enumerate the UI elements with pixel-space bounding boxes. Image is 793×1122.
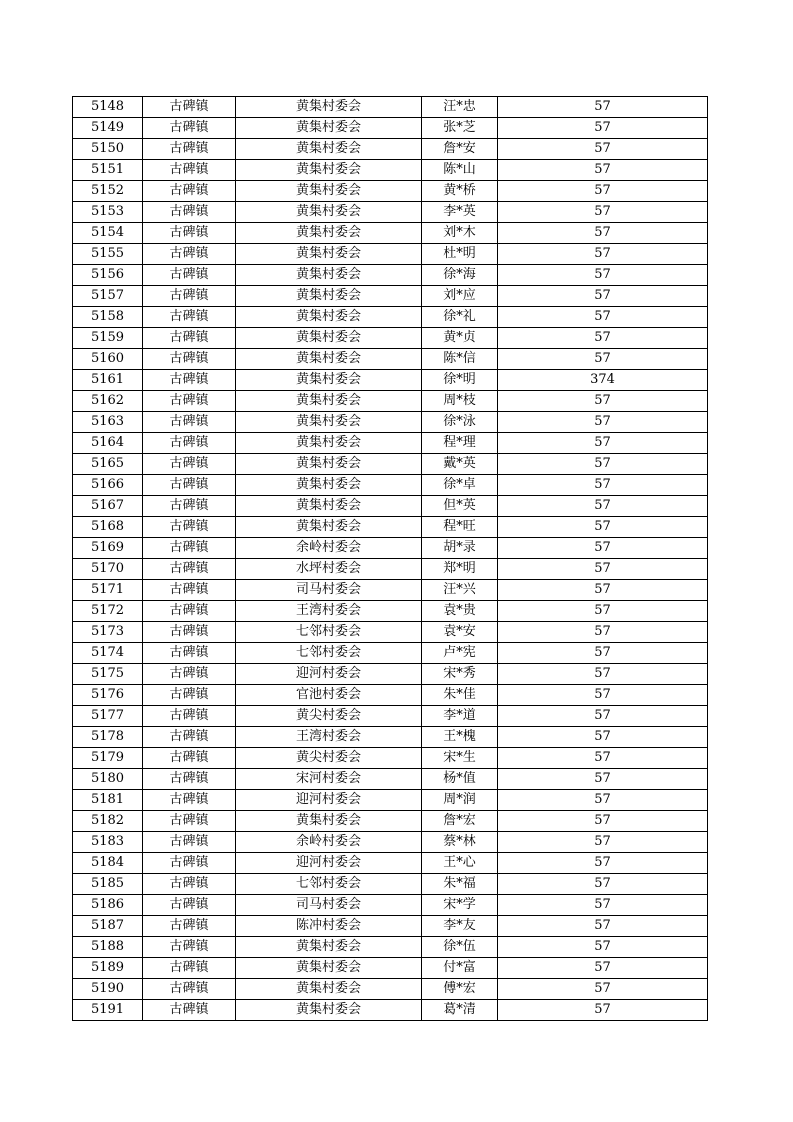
cell-town: 古碑镇 <box>143 706 236 727</box>
cell-town: 古碑镇 <box>143 538 236 559</box>
cell-town: 古碑镇 <box>143 307 236 328</box>
cell-serial-number: 5158 <box>73 307 143 328</box>
cell-serial-number: 5173 <box>73 622 143 643</box>
cell-town: 古碑镇 <box>143 370 236 391</box>
cell-amount: 57 <box>498 895 708 916</box>
cell-person-name: 詹*安 <box>422 139 498 160</box>
cell-person-name: 傅*宏 <box>422 979 498 1000</box>
table-row <box>73 811 708 832</box>
cell-village-committee: 宋河村委会 <box>236 769 422 790</box>
cell-town: 古碑镇 <box>143 496 236 517</box>
table-row <box>73 916 708 937</box>
cell-person-name: 李*友 <box>422 916 498 937</box>
cell-amount: 57 <box>498 328 708 349</box>
table-row <box>73 685 708 706</box>
cell-village-committee: 官池村委会 <box>236 685 422 706</box>
table-row <box>73 601 708 622</box>
cell-village-committee: 黄集村委会 <box>236 244 422 265</box>
cell-town: 古碑镇 <box>143 622 236 643</box>
cell-person-name: 袁*贵 <box>422 601 498 622</box>
cell-serial-number: 5161 <box>73 370 143 391</box>
cell-village-committee: 黄集村委会 <box>236 937 422 958</box>
cell-serial-number: 5169 <box>73 538 143 559</box>
cell-amount: 57 <box>498 958 708 979</box>
cell-amount: 57 <box>498 223 708 244</box>
cell-serial-number: 5153 <box>73 202 143 223</box>
cell-village-committee: 司马村委会 <box>236 895 422 916</box>
cell-serial-number: 5190 <box>73 979 143 1000</box>
table-row <box>73 664 708 685</box>
cell-serial-number: 5159 <box>73 328 143 349</box>
cell-person-name: 王*槐 <box>422 727 498 748</box>
cell-amount: 57 <box>498 706 708 727</box>
cell-serial-number: 5182 <box>73 811 143 832</box>
cell-amount: 57 <box>498 538 708 559</box>
cell-amount: 57 <box>498 874 708 895</box>
table-row <box>73 307 708 328</box>
cell-serial-number: 5174 <box>73 643 143 664</box>
cell-amount: 57 <box>498 832 708 853</box>
cell-village-committee: 黄集村委会 <box>236 97 422 118</box>
cell-serial-number: 5186 <box>73 895 143 916</box>
table-row <box>73 181 708 202</box>
table-row <box>73 895 708 916</box>
cell-town: 古碑镇 <box>143 811 236 832</box>
cell-village-committee: 司马村委会 <box>236 580 422 601</box>
cell-person-name: 徐*礼 <box>422 307 498 328</box>
cell-town: 古碑镇 <box>143 601 236 622</box>
table-row <box>73 832 708 853</box>
cell-town: 古碑镇 <box>143 454 236 475</box>
cell-town: 古碑镇 <box>143 139 236 160</box>
table-row <box>73 391 708 412</box>
table-row <box>73 790 708 811</box>
cell-village-committee: 余岭村委会 <box>236 538 422 559</box>
cell-amount: 57 <box>498 979 708 1000</box>
cell-amount: 57 <box>498 202 708 223</box>
cell-person-name: 胡*录 <box>422 538 498 559</box>
cell-town: 古碑镇 <box>143 181 236 202</box>
cell-town: 古碑镇 <box>143 685 236 706</box>
cell-person-name: 李*英 <box>422 202 498 223</box>
cell-village-committee: 黄集村委会 <box>236 118 422 139</box>
cell-town: 古碑镇 <box>143 853 236 874</box>
cell-amount: 57 <box>498 349 708 370</box>
cell-serial-number: 5160 <box>73 349 143 370</box>
cell-person-name: 葛*清 <box>422 1000 498 1021</box>
table-row <box>73 433 708 454</box>
cell-town: 古碑镇 <box>143 328 236 349</box>
cell-person-name: 刘*木 <box>422 223 498 244</box>
cell-person-name: 徐*海 <box>422 265 498 286</box>
table-row <box>73 475 708 496</box>
table-row <box>73 265 708 286</box>
table-row <box>73 454 708 475</box>
cell-serial-number: 5170 <box>73 559 143 580</box>
cell-village-committee: 黄集村委会 <box>236 958 422 979</box>
cell-amount: 57 <box>498 853 708 874</box>
cell-person-name: 郑*明 <box>422 559 498 580</box>
cell-person-name: 詹*宏 <box>422 811 498 832</box>
table-row <box>73 202 708 223</box>
cell-village-committee: 迎河村委会 <box>236 790 422 811</box>
cell-village-committee: 黄集村委会 <box>236 307 422 328</box>
table-row <box>73 874 708 895</box>
cell-village-committee: 七邻村委会 <box>236 622 422 643</box>
cell-town: 古碑镇 <box>143 727 236 748</box>
table-row <box>73 328 708 349</box>
cell-town: 古碑镇 <box>143 580 236 601</box>
cell-village-committee: 黄集村委会 <box>236 160 422 181</box>
cell-serial-number: 5177 <box>73 706 143 727</box>
cell-amount: 57 <box>498 643 708 664</box>
cell-person-name: 周*枝 <box>422 391 498 412</box>
cell-serial-number: 5184 <box>73 853 143 874</box>
cell-town: 古碑镇 <box>143 118 236 139</box>
cell-village-committee: 七邻村委会 <box>236 643 422 664</box>
table-row <box>73 223 708 244</box>
cell-amount: 57 <box>498 517 708 538</box>
cell-amount: 57 <box>498 748 708 769</box>
cell-serial-number: 5180 <box>73 769 143 790</box>
cell-serial-number: 5175 <box>73 664 143 685</box>
cell-serial-number: 5183 <box>73 832 143 853</box>
cell-serial-number: 5176 <box>73 685 143 706</box>
cell-village-committee: 黄集村委会 <box>236 349 422 370</box>
cell-amount: 57 <box>498 475 708 496</box>
cell-amount: 57 <box>498 622 708 643</box>
cell-serial-number: 5188 <box>73 937 143 958</box>
cell-person-name: 黄*贞 <box>422 328 498 349</box>
cell-serial-number: 5191 <box>73 1000 143 1021</box>
cell-person-name: 周*润 <box>422 790 498 811</box>
table-row <box>73 727 708 748</box>
table-row <box>73 496 708 517</box>
cell-village-committee: 黄集村委会 <box>236 265 422 286</box>
cell-person-name: 卢*宪 <box>422 643 498 664</box>
cell-person-name: 李*道 <box>422 706 498 727</box>
table-row <box>73 139 708 160</box>
cell-village-committee: 黄集村委会 <box>236 979 422 1000</box>
cell-village-committee: 黄集村委会 <box>236 181 422 202</box>
cell-person-name: 徐*明 <box>422 370 498 391</box>
cell-serial-number: 5149 <box>73 118 143 139</box>
cell-village-committee: 水坪村委会 <box>236 559 422 580</box>
cell-town: 古碑镇 <box>143 874 236 895</box>
cell-serial-number: 5187 <box>73 916 143 937</box>
cell-serial-number: 5181 <box>73 790 143 811</box>
cell-village-committee: 七邻村委会 <box>236 874 422 895</box>
cell-serial-number: 5157 <box>73 286 143 307</box>
cell-person-name: 徐*泳 <box>422 412 498 433</box>
cell-serial-number: 5168 <box>73 517 143 538</box>
cell-town: 古碑镇 <box>143 286 236 307</box>
cell-village-committee: 黄集村委会 <box>236 475 422 496</box>
cell-town: 古碑镇 <box>143 475 236 496</box>
cell-person-name: 付*富 <box>422 958 498 979</box>
cell-village-committee: 黄集村委会 <box>236 433 422 454</box>
table-row <box>73 412 708 433</box>
cell-town: 古碑镇 <box>143 895 236 916</box>
cell-town: 古碑镇 <box>143 349 236 370</box>
table-row <box>73 1000 708 1021</box>
table-row <box>73 748 708 769</box>
cell-village-committee: 黄集村委会 <box>236 202 422 223</box>
cell-village-committee: 余岭村委会 <box>236 832 422 853</box>
cell-amount: 57 <box>498 916 708 937</box>
cell-person-name: 王*心 <box>422 853 498 874</box>
cell-serial-number: 5156 <box>73 265 143 286</box>
cell-village-committee: 迎河村委会 <box>236 664 422 685</box>
cell-town: 古碑镇 <box>143 916 236 937</box>
cell-person-name: 宋*学 <box>422 895 498 916</box>
table-row <box>73 538 708 559</box>
cell-serial-number: 5172 <box>73 601 143 622</box>
cell-person-name: 戴*英 <box>422 454 498 475</box>
cell-person-name: 张*芝 <box>422 118 498 139</box>
cell-amount: 57 <box>498 307 708 328</box>
cell-amount: 57 <box>498 286 708 307</box>
cell-serial-number: 5171 <box>73 580 143 601</box>
table-row <box>73 979 708 1000</box>
table-row <box>73 958 708 979</box>
cell-person-name: 宋*生 <box>422 748 498 769</box>
cell-serial-number: 5165 <box>73 454 143 475</box>
cell-village-committee: 黄集村委会 <box>236 412 422 433</box>
cell-amount: 57 <box>498 244 708 265</box>
cell-amount: 57 <box>498 937 708 958</box>
cell-amount: 57 <box>498 454 708 475</box>
cell-town: 古碑镇 <box>143 979 236 1000</box>
cell-person-name: 汪*兴 <box>422 580 498 601</box>
cell-person-name: 宋*秀 <box>422 664 498 685</box>
table-row <box>73 580 708 601</box>
table-row <box>73 286 708 307</box>
cell-person-name: 程*旺 <box>422 517 498 538</box>
cell-person-name: 杨*值 <box>422 769 498 790</box>
cell-town: 古碑镇 <box>143 790 236 811</box>
cell-village-committee: 黄集村委会 <box>236 1000 422 1021</box>
table-row <box>73 937 708 958</box>
cell-town: 古碑镇 <box>143 517 236 538</box>
table-body <box>73 97 708 1021</box>
cell-serial-number: 5152 <box>73 181 143 202</box>
table-row <box>73 706 708 727</box>
cell-village-committee: 黄集村委会 <box>236 811 422 832</box>
cell-serial-number: 5163 <box>73 412 143 433</box>
cell-person-name: 刘*应 <box>422 286 498 307</box>
cell-amount: 57 <box>498 1000 708 1021</box>
cell-serial-number: 5150 <box>73 139 143 160</box>
cell-serial-number: 5162 <box>73 391 143 412</box>
cell-person-name: 程*理 <box>422 433 498 454</box>
cell-person-name: 陈*信 <box>422 349 498 370</box>
cell-amount: 57 <box>498 664 708 685</box>
cell-town: 古碑镇 <box>143 832 236 853</box>
cell-village-committee: 黄集村委会 <box>236 328 422 349</box>
cell-person-name: 但*英 <box>422 496 498 517</box>
cell-town: 古碑镇 <box>143 160 236 181</box>
cell-village-committee: 王湾村委会 <box>236 727 422 748</box>
cell-serial-number: 5154 <box>73 223 143 244</box>
cell-person-name: 徐*卓 <box>422 475 498 496</box>
cell-amount: 57 <box>498 433 708 454</box>
cell-town: 古碑镇 <box>143 265 236 286</box>
cell-amount: 57 <box>498 559 708 580</box>
cell-village-committee: 王湾村委会 <box>236 601 422 622</box>
cell-person-name: 黄*桥 <box>422 181 498 202</box>
cell-amount: 57 <box>498 811 708 832</box>
cell-village-committee: 黄集村委会 <box>236 454 422 475</box>
table-row <box>73 349 708 370</box>
cell-serial-number: 5148 <box>73 97 143 118</box>
cell-amount: 57 <box>498 391 708 412</box>
cell-town: 古碑镇 <box>143 1000 236 1021</box>
cell-person-name: 徐*伍 <box>422 937 498 958</box>
cell-person-name: 朱*佳 <box>422 685 498 706</box>
cell-amount: 57 <box>498 118 708 139</box>
cell-town: 古碑镇 <box>143 769 236 790</box>
cell-person-name: 汪*忠 <box>422 97 498 118</box>
cell-serial-number: 5164 <box>73 433 143 454</box>
cell-village-committee: 黄尖村委会 <box>236 706 422 727</box>
cell-town: 古碑镇 <box>143 748 236 769</box>
table-row <box>73 244 708 265</box>
table-row <box>73 370 708 391</box>
cell-person-name: 袁*安 <box>422 622 498 643</box>
cell-person-name: 蔡*林 <box>422 832 498 853</box>
table-row <box>73 643 708 664</box>
cell-serial-number: 5185 <box>73 874 143 895</box>
table-row <box>73 160 708 181</box>
cell-village-committee: 黄集村委会 <box>236 517 422 538</box>
cell-amount: 57 <box>498 727 708 748</box>
cell-amount: 57 <box>498 769 708 790</box>
cell-village-committee: 黄集村委会 <box>236 370 422 391</box>
cell-serial-number: 5178 <box>73 727 143 748</box>
table-row <box>73 622 708 643</box>
cell-town: 古碑镇 <box>143 958 236 979</box>
cell-village-committee: 黄集村委会 <box>236 223 422 244</box>
cell-town: 古碑镇 <box>143 937 236 958</box>
cell-amount: 374 <box>498 370 708 391</box>
cell-amount: 57 <box>498 496 708 517</box>
table-row <box>73 118 708 139</box>
cell-person-name: 朱*福 <box>422 874 498 895</box>
table-row <box>73 517 708 538</box>
cell-amount: 57 <box>498 97 708 118</box>
table-row <box>73 97 708 118</box>
cell-town: 古碑镇 <box>143 412 236 433</box>
cell-serial-number: 5179 <box>73 748 143 769</box>
table-row <box>73 769 708 790</box>
cell-village-committee: 迎河村委会 <box>236 853 422 874</box>
cell-serial-number: 5151 <box>73 160 143 181</box>
cell-town: 古碑镇 <box>143 643 236 664</box>
cell-village-committee: 陈冲村委会 <box>236 916 422 937</box>
cell-village-committee: 黄尖村委会 <box>236 748 422 769</box>
cell-serial-number: 5189 <box>73 958 143 979</box>
cell-serial-number: 5166 <box>73 475 143 496</box>
cell-amount: 57 <box>498 139 708 160</box>
cell-town: 古碑镇 <box>143 244 236 265</box>
cell-amount: 57 <box>498 580 708 601</box>
cell-amount: 57 <box>498 412 708 433</box>
subsidy-table <box>72 96 708 1021</box>
cell-amount: 57 <box>498 685 708 706</box>
cell-town: 古碑镇 <box>143 559 236 580</box>
cell-amount: 57 <box>498 181 708 202</box>
cell-serial-number: 5167 <box>73 496 143 517</box>
cell-serial-number: 5155 <box>73 244 143 265</box>
cell-village-committee: 黄集村委会 <box>236 286 422 307</box>
cell-village-committee: 黄集村委会 <box>236 139 422 160</box>
cell-person-name: 陈*山 <box>422 160 498 181</box>
cell-village-committee: 黄集村委会 <box>236 391 422 412</box>
table-row <box>73 559 708 580</box>
cell-town: 古碑镇 <box>143 433 236 454</box>
cell-town: 古碑镇 <box>143 391 236 412</box>
cell-town: 古碑镇 <box>143 223 236 244</box>
cell-village-committee: 黄集村委会 <box>236 496 422 517</box>
cell-town: 古碑镇 <box>143 97 236 118</box>
cell-amount: 57 <box>498 160 708 181</box>
table-row <box>73 853 708 874</box>
cell-person-name: 杜*明 <box>422 244 498 265</box>
cell-amount: 57 <box>498 601 708 622</box>
cell-amount: 57 <box>498 790 708 811</box>
cell-town: 古碑镇 <box>143 202 236 223</box>
cell-town: 古碑镇 <box>143 664 236 685</box>
cell-amount: 57 <box>498 265 708 286</box>
